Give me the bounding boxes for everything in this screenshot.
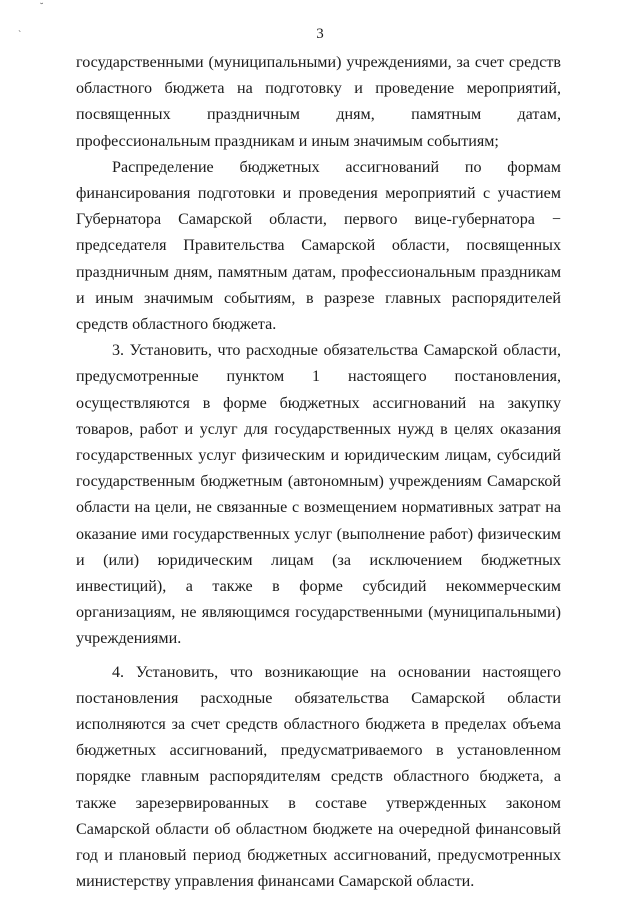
scan-mark: `: [18, 30, 22, 41]
paragraph-item-4: 4. Установить, что возникающие на основании настоящего постановления расходные обязательства Самарской области исполняются за счет средств областного бюджета в пределах объема бюджетных ассигнований, предусматриваемого в установленном порядке главным распорядителям средств областного бюджета, а также зарезервированных в составе утвержденных законом Самарской области об областном бюджете на очередной финансовый год и плановый период бюджетных ассигнований, предусмотренных министерству управления финансами Самарской области.: [76, 663, 561, 891]
paragraph-continued: государственными (муниципальными) учреждениями, за счет средств областного бюджета на подготовку и проведение мероприятий, посвященных праздничным дням, памятным датам, профессиональным праздникам и иным значимым событиям;: [76, 54, 561, 150]
page-number: 3: [316, 26, 324, 42]
document-body: [76, 50, 561, 896]
paragraph-item-3: 3. Установить, что расходные обязательства Самарской области, предусмотренные пунктом 1 настоящего постановления, осуществляются в форме бюджетных ассигнований на закупку товаров, работ и услуг для государственных нужд в целях оказания государственных услуг физическим и юридическим лицам, субсидий государственным бюджетным (автономным) учреждениям Самарской области на цели, не связанные с возмещением нормативных затрат на оказание ими государственных услуг (выполнение работ) физическим и (или) юридическим лицам (за исключением бюджетных инвестиций), а также в форме субсидий некоммерческим организациям, не являющимся государственными (муниципальными) учреждениями.: [76, 342, 561, 648]
scan-mark: ˘: [40, 2, 44, 13]
paragraph-distribution: Распределение бюджетных ассигнований по формам финансирования подготовки и проведения мероприятий с участием Губернатора Самарской области, первого вице-губернатора − председателя Правительства Самарской области, посвященных праздничным дням, памятным датам, профессиональным праздникам и иным значимым событиям, в разрезе главных распорядителей средств областного бюджета.: [76, 158, 561, 334]
